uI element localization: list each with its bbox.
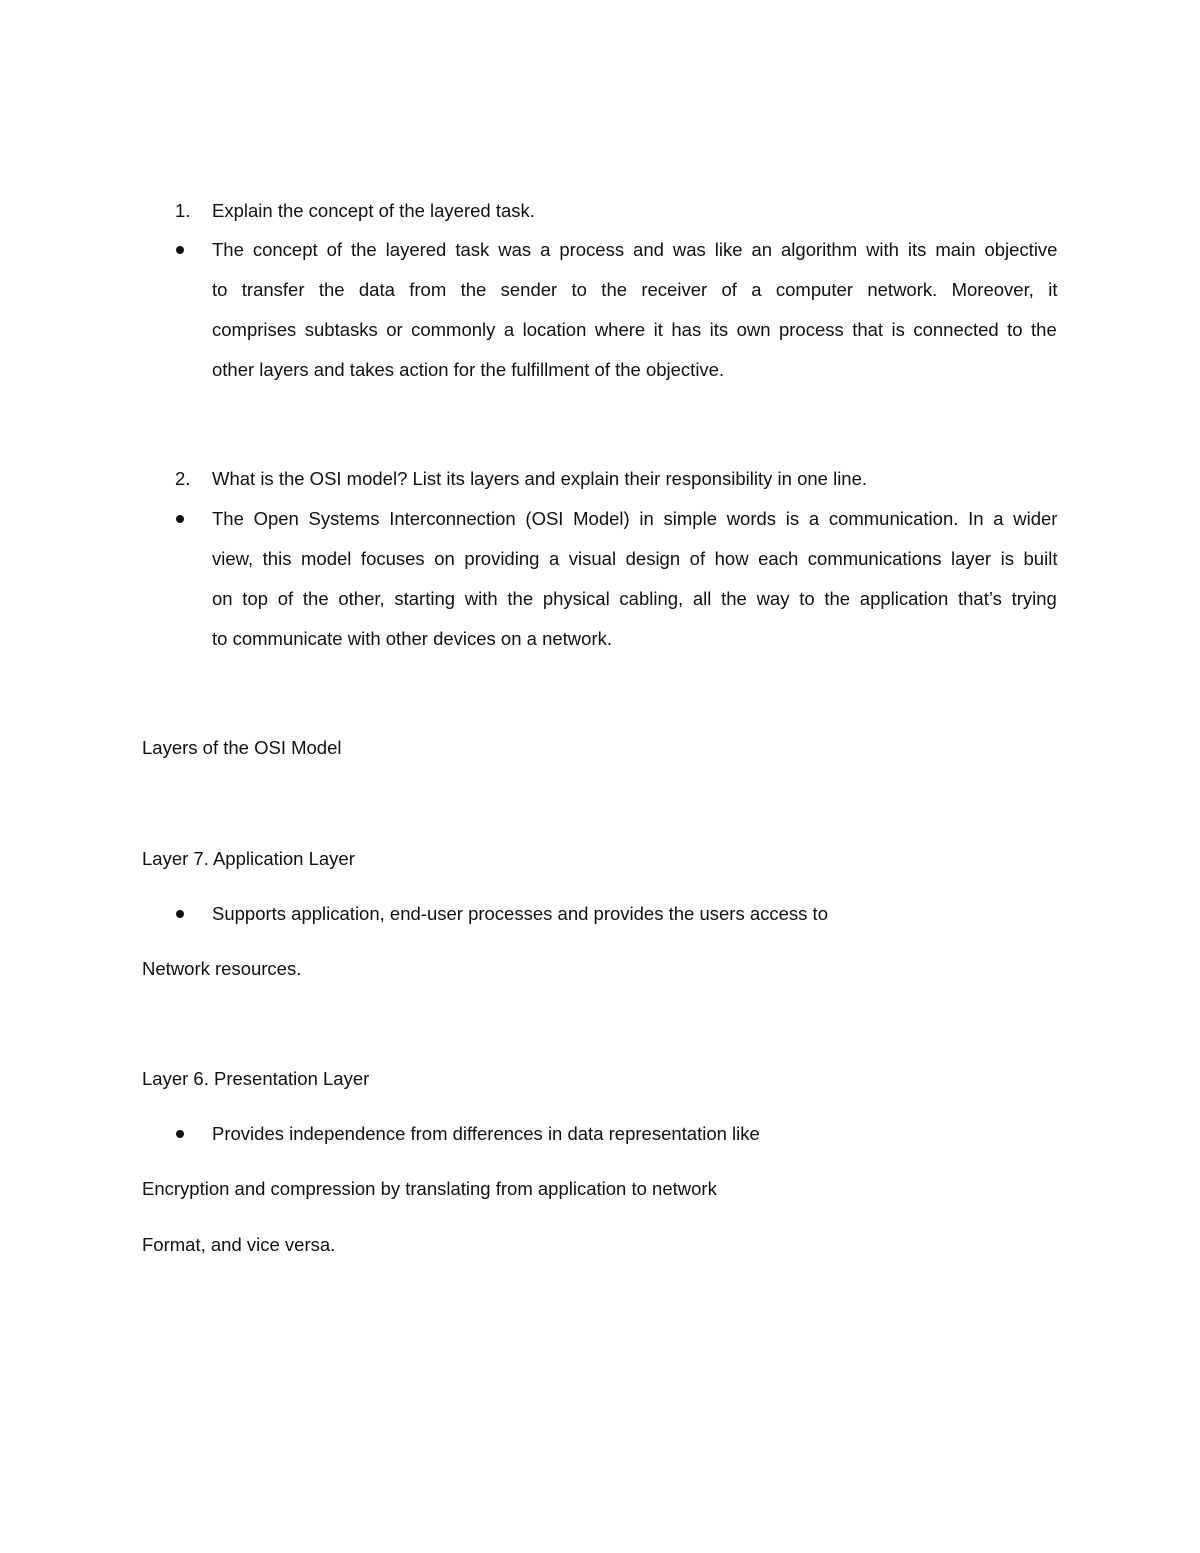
q2-question: What is the OSI model? List its layers and explain their responsibility in one line.: [212, 468, 868, 489]
layer7-heading: Layer 7. Application Layer: [142, 848, 355, 869]
q1-answer-line-2: to transfer the data from the sender to the receiver of a computer network. Moreover, it: [212, 279, 1058, 300]
bullet-icon: [176, 246, 184, 254]
bullet-icon: [176, 515, 184, 523]
bullet-icon: [176, 1130, 184, 1138]
layer6-heading: Layer 6. Presentation Layer: [142, 1068, 370, 1089]
q1-number: 1.: [175, 200, 191, 221]
layers-heading: Layers of the OSI Model: [142, 737, 342, 758]
bullet-icon: [176, 910, 184, 918]
layer6-continuation-2: Format, and vice versa.: [142, 1234, 336, 1255]
q2-answer-line-1: The Open Systems Interconnection (OSI Model) in simple words is a communication. In a wider: [212, 508, 1058, 529]
q1-answer-line-4: other layers and takes action for the fulfillment of the objective.: [212, 359, 725, 380]
q2-answer-line-4: to communicate with other devices on a network.: [212, 628, 612, 649]
layer7-continuation-1: Network resources.: [142, 958, 302, 979]
layer6-continuation-1: Encryption and compression by translating from application to network: [142, 1178, 717, 1199]
q1-question: Explain the concept of the layered task.: [212, 200, 535, 221]
q2-answer-line-2: view, this model focuses on providing a visual design of how each communications layer is built: [212, 548, 1058, 569]
q1-answer-line-1: The concept of the layered task was a process and was like an algorithm with its main objective: [212, 239, 1058, 260]
q1-answer-line-3: comprises subtasks or commonly a location where it has its own process that is connected to the: [212, 319, 1057, 340]
layer7-bullet-text: Supports application, end-user processes and provides the users access to: [212, 903, 828, 924]
q2-answer-line-3: on top of the other, starting with the physical cabling, all the way to the application that’s trying: [212, 588, 1057, 609]
layer6-bullet-text: Provides independence from differences in data representation like: [212, 1123, 760, 1144]
q2-number: 2.: [175, 468, 191, 489]
